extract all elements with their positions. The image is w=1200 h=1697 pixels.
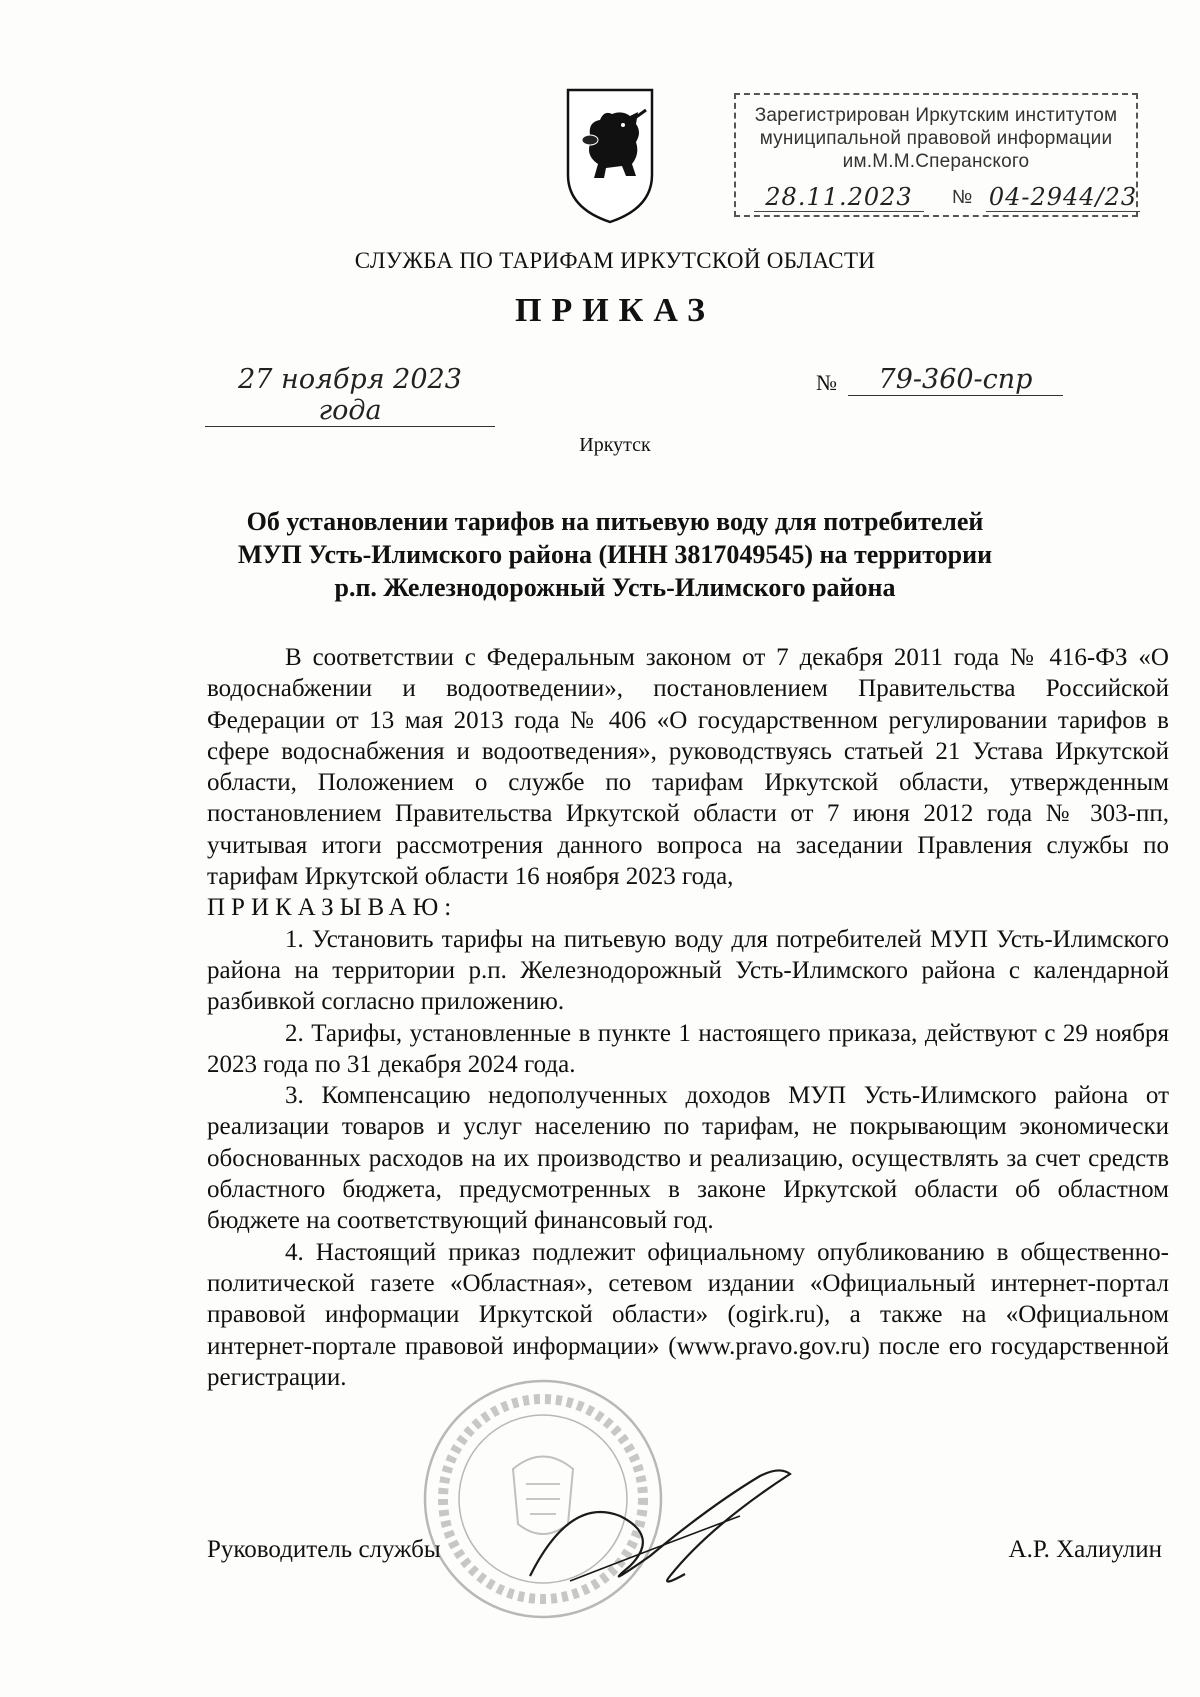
registration-date: 28.11.2023	[754, 183, 924, 212]
order-number: 79-360-спр	[848, 364, 1063, 396]
signature-icon	[510, 1456, 810, 1596]
subject-line: р.п. Железнодорожный Усть-Илимского района	[334, 573, 896, 602]
document-type: ПРИКАЗ	[515, 292, 715, 329]
subject-line: МУП Усть-Илимского района (ИНН 3817049545) на территории	[237, 540, 993, 569]
city: Иркутск	[579, 434, 651, 456]
order-number-label: №	[816, 370, 837, 395]
registration-stamp-line: им.М.М.Сперанского	[842, 151, 1030, 172]
order-item: 4. Настоящий приказ подлежит официальному опубликованию в общественно-политической газете «Областная», сетевом издании «Официальный интернет-портал правовой информации Иркутской области» (ogirk.ru), а также на «Официальном интернет-портале правовой информации» (www.pravo.gov.ru) после его государственной регистрации.	[207, 1238, 1169, 1391]
order-date: 27 ноября 2023 года	[205, 364, 495, 427]
signatory-name: А.Р. Халиулин	[1008, 1536, 1162, 1563]
preamble-paragraph: В соответствии с Федеральным законом от 7 декабря 2011 года № 416-ФЗ «О водоснабжении и водоотведении», постановлением Правительства Российской Федерации от 13 мая 2013 года № 406 «О государственном регулировании тарифов в сфере водоснабжения и водоотведения», руководствуясь статьей 21 Устава Иркутской области, Положением о службе по тарифам Иркутской области, утвержденным постановлением Правительства Иркутской области от 7 июня 2012 года № 303-пп, учитывая итоги рассмотрения данного вопроса на заседании Правления службы по тарифам Иркутской области 16 ноября 2023 года,	[207, 644, 1169, 891]
service-name: СЛУЖБА ПО ТАРИФАМ ИРКУТСКОЙ ОБЛАСТИ	[354, 248, 876, 273]
registration-stamp-line: Зарегистрирован Иркутским институтом	[754, 105, 1118, 126]
subject-line: Об установлении тарифов на питьевую воду для потребителей	[246, 507, 984, 536]
registration-stamp	[734, 93, 1138, 217]
order-body	[207, 642, 1169, 1393]
coat-of-arms-icon	[560, 80, 660, 230]
order-item: 3. Компенсацию недополученных доходов МУП Усть-Илимского района от реализации товаров и услуг населению по тарифам, не покрывающим экономически обоснованных расходов на их производство и реализацию, осуществлять за счет средств областного бюджета, предусмотренных в законе Иркутской области об областном бюджете на соответствующий финансовый год.	[207, 1082, 1169, 1235]
order-item: 1. Установить тарифы на питьевую воду для потребителей МУП Усть-Илимского района на территории р.п. Железнодорожный Усть-Илимского района с календарной разбивкой согласно приложению.	[207, 925, 1169, 1016]
decree-word: ПРИКАЗЫВАЮ:	[207, 894, 458, 922]
order-item: 2. Тарифы, установленные в пункте 1 настоящего приказа, действуют с 29 ноября 2023 года по 31 декабря 2024 года.	[207, 1019, 1169, 1078]
signatory-position: Руководитель службы	[207, 1536, 441, 1563]
registration-details	[750, 183, 1138, 213]
registration-number-label: №	[952, 187, 973, 208]
registration-stamp-line: муниципальной правовой информации	[759, 128, 1113, 149]
order-subject	[0, 505, 1200, 604]
registration-number: 04-2944/23	[986, 183, 1140, 212]
